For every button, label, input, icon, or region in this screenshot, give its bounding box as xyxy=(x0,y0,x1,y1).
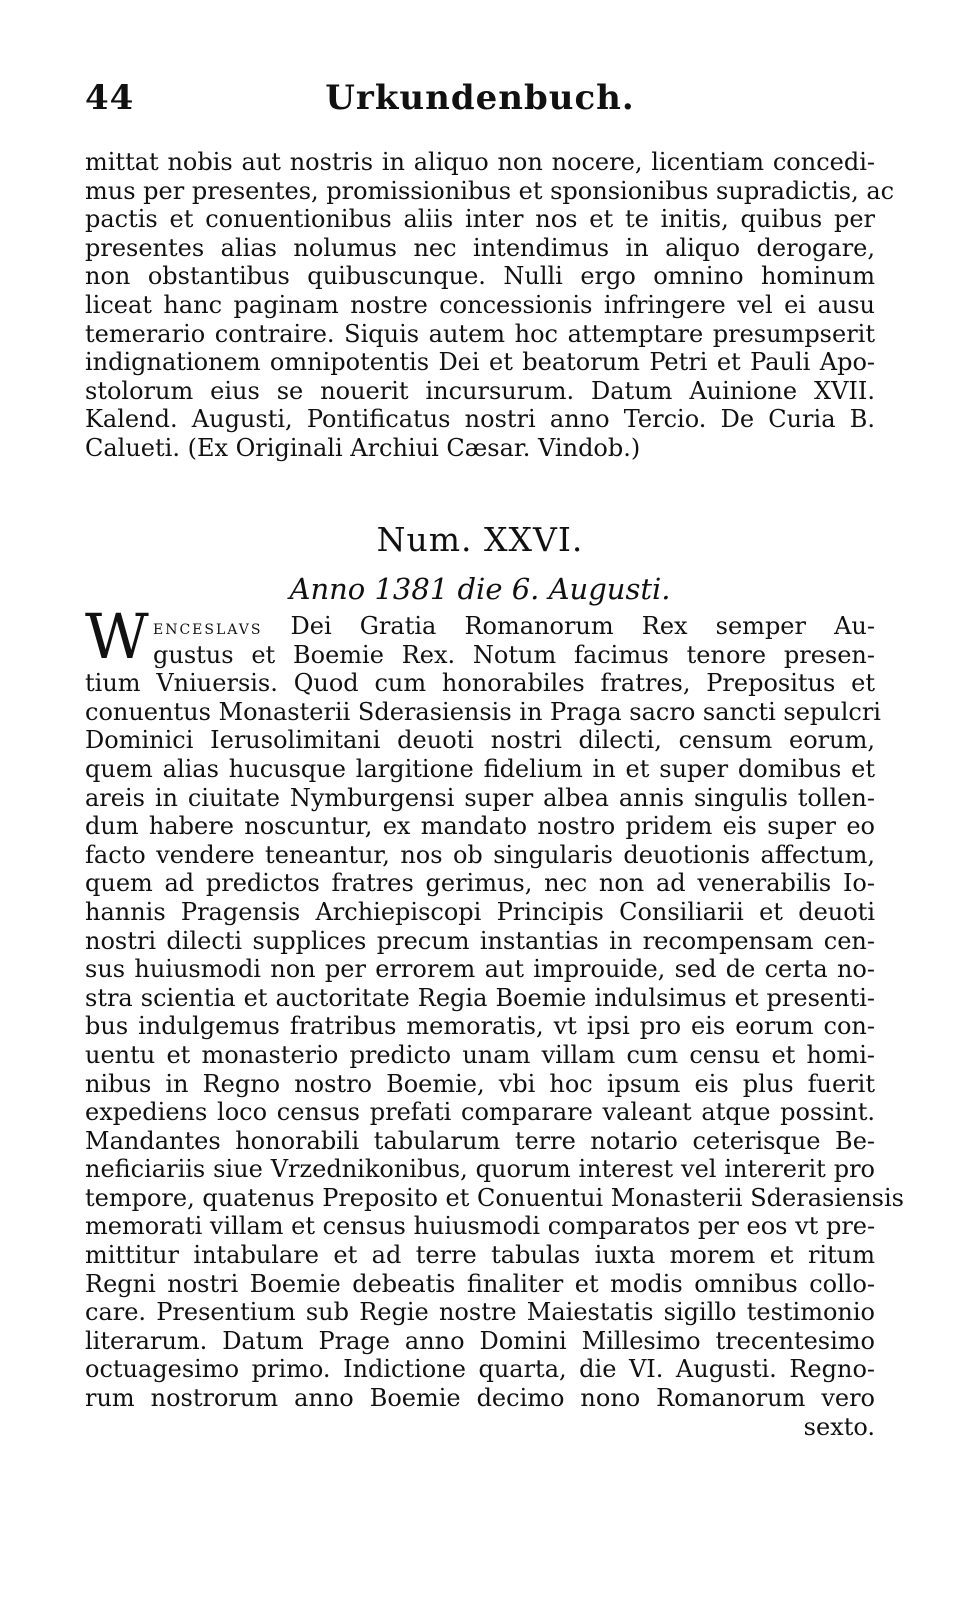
text-line: bus indulgemus fratribus memoratis, vt ipsi pro eis eorum con- xyxy=(85,1012,875,1041)
text-line: care. Presentium sub Regie nostre Maiestatis sigillo testimonio xyxy=(85,1298,875,1327)
running-title: Urkundenbuch. xyxy=(325,78,635,118)
document-date: Anno 1381 die 6. Augusti. xyxy=(289,572,671,606)
text-line: octuagesimo primo. Indictione quarta, die VI. Augusti. Regno- xyxy=(85,1355,875,1384)
text-line: Calueti. (Ex Originali Archiui Cæsar. Vindob.) xyxy=(85,433,641,462)
text-line: memorati villam et census huiusmodi comparatos per eos vt pre- xyxy=(85,1212,876,1241)
text-line: quem ad predictos fratres gerimus, nec non ad venerabilis Io- xyxy=(85,869,875,898)
text-line: stra scientia et auctoritate Regia Boemie indulsimus et presenti- xyxy=(85,983,875,1012)
text-line: Kalend. Augusti, Pontificatus nostri anno Tercio. De Curia B. xyxy=(85,405,875,434)
text-line: Dominici Ierusolimitani deuoti nostri dilecti, censum eorum, xyxy=(85,726,875,755)
text-line: pactis et conuentionibus aliis inter nos et te initis, quibus per xyxy=(85,205,875,234)
text-line: temerario contraire. Siquis autem hoc attemptare presumpserit xyxy=(85,319,875,348)
text-line: Mandantes honorabili tabularum terre notario ceterisque Be- xyxy=(85,1126,875,1155)
text-line: gustus et Boemie Rex. Notum facimus tenore presen- xyxy=(153,640,875,669)
text-line: tium Vniuersis. Quod cum honorabiles fratres, Prepositus et xyxy=(85,669,875,698)
paragraph-continuation xyxy=(85,148,895,463)
charter-lines xyxy=(85,669,904,1413)
text-line-rest: Dei Gratia Romanorum Rex semper Au- xyxy=(262,612,875,640)
text-line: presentes alias nolumus nec intendimus in aliquo derogare, xyxy=(85,233,875,262)
text-line: indignationem omnipotentis Dei et beatorum Petri et Pauli Apo- xyxy=(85,348,875,377)
text-line: areis in ciuitate Nymburgensi super albea annis singulis tollen- xyxy=(85,783,875,812)
text-line: expediens loco census prefati comparare valeant atque possint. xyxy=(85,1098,875,1127)
text-line: nostri dilecti supplices precum instantias in recompensam cen- xyxy=(85,926,875,955)
text-line: conuentus Monasterii Sderasiensis in Praga sacro sancti sepulcri xyxy=(85,697,881,726)
text-line: neficiariis siue Vrzednikonibus, quorum interest vel intererit pro xyxy=(85,1155,875,1184)
text-line: rum nostrorum anno Boemie decimo nono Romanorum vero xyxy=(85,1384,875,1413)
text-line: liceat hanc paginam nostre concessionis infringere vel ei ausu xyxy=(85,290,875,319)
page-number: 44 xyxy=(85,78,135,118)
text-line: nibus in Regno nostro Boemie, vbi hoc ipsum eis plus fuerit xyxy=(85,1069,875,1098)
charter-text xyxy=(85,612,904,1441)
text-line: mittat nobis aut nostris in aliquo non nocere, licentiam concedi- xyxy=(85,148,875,176)
text-line: non obstantibus quibuscunque. Nulli ergo omnino hominum xyxy=(85,262,875,291)
text-line: mus per presentes, promissionibus et sponsionibus supradictis, ac xyxy=(85,176,895,205)
text-line: uentu et monasterio predicto unam villam cum censu et homi- xyxy=(85,1040,875,1069)
text-line: hannis Pragensis Archiepiscopi Principis Consiliarii et deuoti xyxy=(85,897,875,926)
text-line: mittitur intabulare et ad terre tabulas iuxta morem et ritum xyxy=(85,1241,875,1270)
text-line: quem alias hucusque largitione fidelium in et super domibus et xyxy=(85,754,875,783)
text-line: tempore, quatenus Preposito et Conuentui Monasterii Sderasiensis xyxy=(85,1183,904,1212)
text-line: dum habere noscuntur, ex mandato nostro pridem eis super eo xyxy=(85,812,875,841)
catchword: sexto. xyxy=(803,1412,875,1441)
text-line: facto vendere teneantur, nos ob singularis deuotionis affectum, xyxy=(85,840,875,869)
text-line: sus huiusmodi non per errorem aut improuide, sed de certa no- xyxy=(85,955,875,984)
document-number: Num. XXVI. xyxy=(376,520,584,559)
text-line: Regni nostri Boemie debeatis finaliter et modis omnibus collo- xyxy=(85,1269,875,1298)
drop-cap: W xyxy=(85,600,149,673)
text-line: literarum. Datum Prage anno Domini Millesimo trecentesimo xyxy=(85,1326,875,1355)
text-line: stolorum eius se nouerit incursurum. Datum Auinione XVII. xyxy=(85,376,875,405)
page-header xyxy=(85,78,875,126)
name-smallcaps: enceslavs xyxy=(153,615,263,639)
text-line xyxy=(85,612,875,641)
